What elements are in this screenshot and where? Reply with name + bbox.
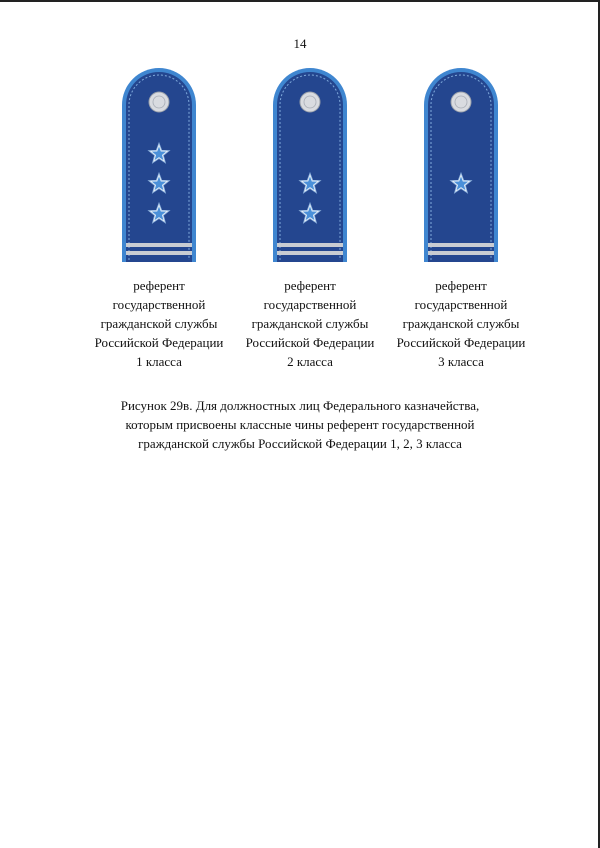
board-button-icon [149,92,169,112]
shoulder-boards-row [0,66,600,266]
caption-1-class [79,276,239,371]
caption-line: гражданской службы [402,316,520,331]
caption-line: 1 класса [136,354,182,369]
shoulder-board-graphic [120,66,198,264]
rank-stripe [428,243,494,247]
caption-line: государственной [112,297,206,312]
shoulder-board-graphic [271,66,349,264]
figure-caption-line: которым присвоены классные чины референт государственной [125,417,475,432]
caption-2-class [230,276,390,371]
caption-line: гражданской службы [251,316,369,331]
caption-line: Российской Федерации [245,335,375,350]
rank-stripe [126,243,192,247]
caption-line: референт [284,278,336,293]
caption-3-class [381,276,541,371]
figure-caption-line: Рисунок 29в. Для должностных лиц Федерального казначейства, [120,398,480,413]
caption-line: государственной [263,297,357,312]
caption-line: Российской Федерации [396,335,526,350]
board-button-icon [451,92,471,112]
caption-line: государственной [414,297,508,312]
shoulder-board-graphic [422,66,500,264]
board-button-icon [300,92,320,112]
caption-line: гражданской службы [100,316,218,331]
rank-stripe [277,251,343,255]
rank-stripe [277,243,343,247]
rank-stripe [428,251,494,255]
caption-line: 2 класса [287,354,333,369]
rank-stripe [126,251,192,255]
figure-caption-line: гражданской службы Российской Федерации 1, 2, 3 класса [138,436,462,451]
shoulder-board-3-class [422,66,500,264]
caption-line: референт [133,278,185,293]
shoulder-board-1-class [120,66,198,264]
page-number: 14 [293,36,307,51]
caption-line: Российской Федерации [94,335,224,350]
caption-line: 3 класса [438,354,484,369]
figure-caption [60,396,540,453]
shoulder-board-2-class [271,66,349,264]
caption-line: референт [435,278,487,293]
